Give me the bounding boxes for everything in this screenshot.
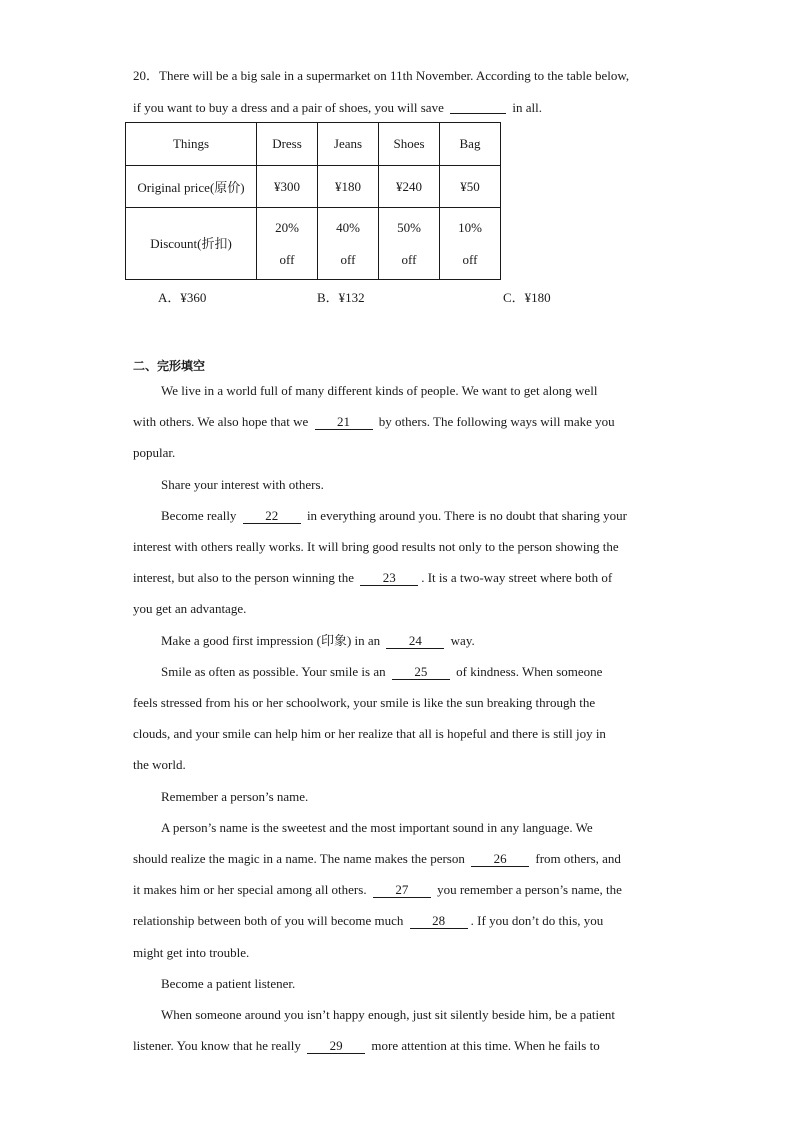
question-20-line-2 xyxy=(133,100,663,116)
discount-percent: 20% xyxy=(275,219,299,235)
passage-text: Make a good first impression (印象) in an xyxy=(161,632,384,648)
passage-line xyxy=(133,414,663,430)
passage-line xyxy=(133,913,663,929)
table-header-cell: Dress xyxy=(257,123,318,166)
passage-text: Remember a person’s name. xyxy=(161,788,309,804)
table-row-label: Original price(原价) xyxy=(126,166,257,208)
passage-text: Smile as often as possible. Your smile is an xyxy=(161,663,389,679)
table-row-label: Discount(折扣) xyxy=(126,208,257,280)
passage-text: . If you don’t do this, you xyxy=(470,913,604,929)
cloze-blank-25: 25 xyxy=(392,665,450,680)
passage-text: relationship between both of you will become much xyxy=(133,913,407,929)
passage-line xyxy=(133,601,663,617)
discount-word: off xyxy=(340,251,356,267)
passage-text: in everything around you. There is no doubt that sharing your xyxy=(303,507,627,523)
passage-line xyxy=(133,726,663,742)
answer-blank xyxy=(450,100,506,114)
table-header-cell: Shoes xyxy=(379,123,440,166)
cloze-blank-29: 29 xyxy=(307,1039,365,1054)
passage-text: more attention at this time. When he fails to xyxy=(368,1038,600,1054)
passage-line xyxy=(161,508,663,524)
passage-line xyxy=(161,1007,663,1023)
passage-text: listener. You know that he really xyxy=(133,1038,305,1054)
discount-percent: 50% xyxy=(397,219,421,235)
passage-line xyxy=(133,570,663,586)
passage-text: popular. xyxy=(133,445,176,461)
table-row-price xyxy=(126,166,501,208)
cloze-blank-27: 27 xyxy=(373,883,431,898)
passage-text: might get into trouble. xyxy=(133,944,250,960)
passage-line xyxy=(133,445,663,461)
table-cell: ¥50 xyxy=(440,166,501,208)
table-cell: ¥180 xyxy=(318,166,379,208)
table-cell xyxy=(318,208,379,280)
passage-text: from others, and xyxy=(532,851,621,866)
question-number: 20． xyxy=(133,68,160,83)
cloze-blank-21: 21 xyxy=(315,415,373,430)
passage-text: We live in a world full of many different kinds of people. We want to get along well xyxy=(161,383,598,398)
cloze-blank-22: 22 xyxy=(243,509,301,524)
passage-line xyxy=(133,945,663,961)
passage-text: you remember a person’s name, the xyxy=(433,882,622,898)
cloze-blank-26: 26 xyxy=(471,852,529,867)
passage-text: When someone around you isn’t happy enough, just sit silently beside him, be a patient xyxy=(161,1007,615,1022)
discount-word: off xyxy=(279,251,295,267)
passage-line xyxy=(133,695,663,711)
passage-text: way. xyxy=(447,632,475,648)
passage-text: interest with others really works. It will bring good results not only to the person showing the xyxy=(133,539,619,554)
option-c[interactable]: C．¥180 xyxy=(503,290,551,305)
table-cell xyxy=(257,208,318,280)
passage-text: you get an advantage. xyxy=(133,601,247,617)
table-header-cell: Bag xyxy=(440,123,501,166)
cloze-blank-28: 28 xyxy=(410,914,468,929)
passage-line xyxy=(133,1038,663,1054)
cloze-blank-23: 23 xyxy=(360,571,418,586)
passage-line xyxy=(161,664,663,680)
table-cell xyxy=(440,208,501,280)
discount-percent: 10% xyxy=(458,219,482,235)
option-b[interactable]: B．¥132 xyxy=(317,290,365,305)
passage-line xyxy=(161,820,663,836)
passage-text: by others. The following ways will make you xyxy=(375,414,615,430)
passage-line xyxy=(133,851,663,867)
table-row-discount xyxy=(126,208,501,280)
passage-text: it makes him or her special among all others. xyxy=(133,882,370,898)
passage-line xyxy=(161,976,663,992)
question-text: in all. xyxy=(512,100,542,115)
passage-text: clouds, and your smile can help him or her realize that all is hopeful and there is still joy in xyxy=(133,726,606,742)
passage-text: with others. We also hope that we xyxy=(133,414,312,430)
discount-word: off xyxy=(462,251,478,267)
passage-text: Become a patient listener. xyxy=(161,975,296,991)
passage-text: Share your interest with others. xyxy=(161,476,324,492)
discount-word: off xyxy=(401,251,417,267)
table-header-cell: Jeans xyxy=(318,123,379,166)
discount-percent: 40% xyxy=(336,219,360,235)
price-table xyxy=(125,122,501,280)
passage-line xyxy=(161,383,663,399)
passage-text: . It is a two-way street where both of xyxy=(421,570,613,586)
question-text: There will be a big sale in a supermarket on 11th November. According to the table below, xyxy=(159,68,630,83)
table-header-cell: Things xyxy=(126,123,257,166)
passage-text: of kindness. When someone xyxy=(452,663,603,679)
table-cell: ¥300 xyxy=(257,166,318,208)
passage-text: feels stressed from his or her schoolwork, your smile is like the sun breaking through the xyxy=(133,695,596,710)
question-20-line-1 xyxy=(133,68,663,84)
passage-line xyxy=(161,633,663,649)
passage-line xyxy=(133,882,663,898)
passage-line xyxy=(161,789,663,805)
passage-line xyxy=(133,757,663,773)
passage-text: the world. xyxy=(133,757,186,773)
section-title: 二、完形填空 xyxy=(133,359,206,373)
question-text: if you want to buy a dress and a pair of shoes, you will save xyxy=(133,100,444,115)
passage-line xyxy=(133,539,663,555)
cloze-blank-24: 24 xyxy=(386,634,444,649)
passage-text: should realize the magic in a name. The name makes the person xyxy=(133,851,469,866)
passage-line xyxy=(161,477,663,493)
table-cell: ¥240 xyxy=(379,166,440,208)
passage-text: A person’s name is the sweetest and the most important sound in any language. We xyxy=(161,819,593,835)
table-cell xyxy=(379,208,440,280)
option-a[interactable]: A．¥360 xyxy=(158,290,207,305)
passage-text: Become really xyxy=(161,507,240,523)
passage-text: interest, but also to the person winning the xyxy=(133,570,358,586)
table-header-row xyxy=(126,123,501,166)
